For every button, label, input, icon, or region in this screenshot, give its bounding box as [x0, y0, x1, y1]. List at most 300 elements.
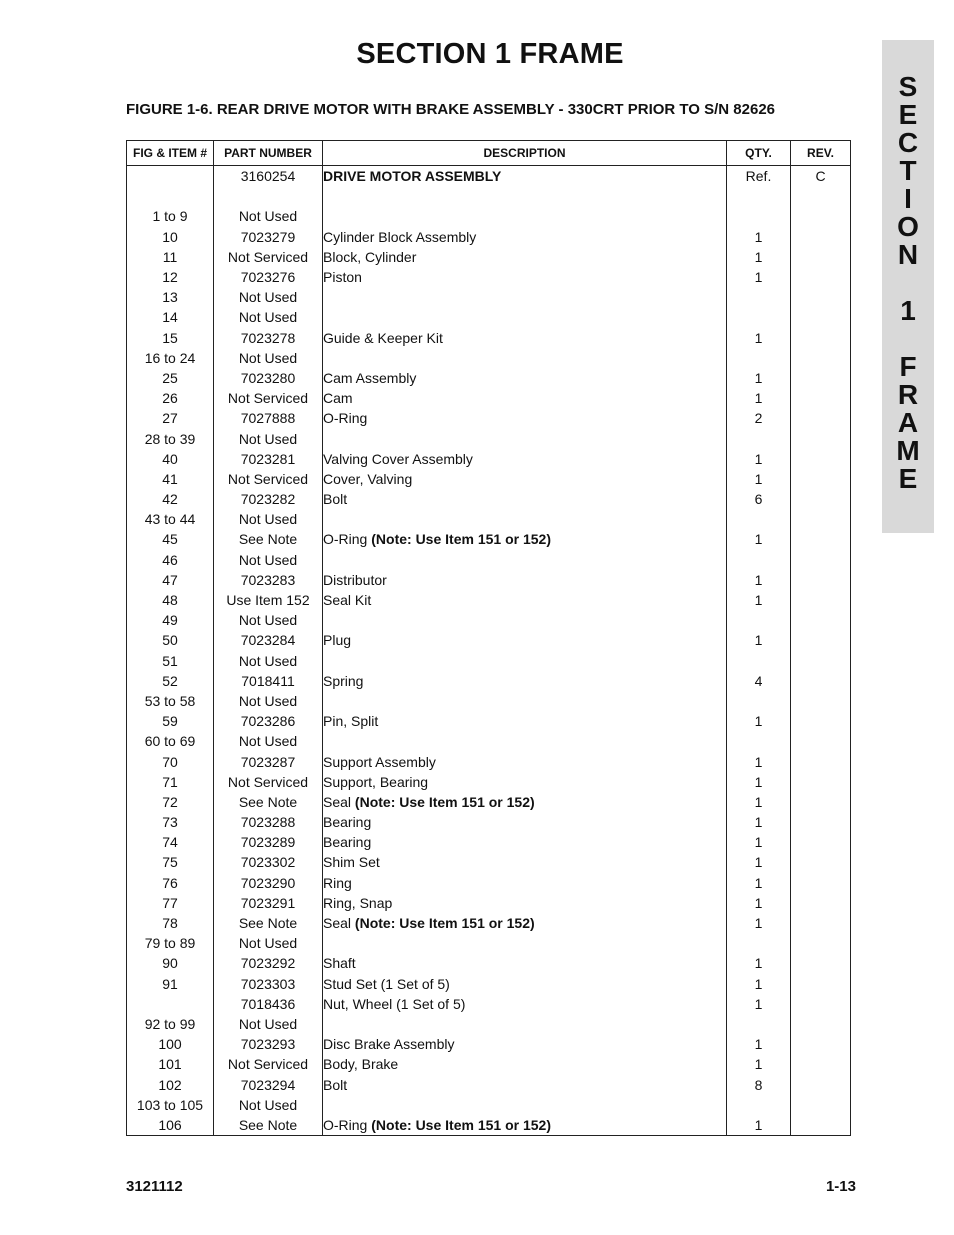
rev-cell: [791, 570, 851, 590]
part-number-cell: Not Used: [214, 348, 323, 368]
fig-item-cell: 10: [127, 227, 214, 247]
rev-cell: [791, 348, 851, 368]
side-tab-letter: I: [904, 183, 912, 214]
side-tab-letter: T: [899, 155, 917, 186]
table-row: [127, 469, 851, 489]
description-cell: [323, 711, 727, 731]
rev-cell: [791, 1034, 851, 1054]
table-row: [127, 1115, 851, 1136]
qty-cell: [727, 1095, 791, 1115]
rev-cell: [791, 408, 851, 428]
fig-item-cell: 74: [127, 832, 214, 852]
fig-item-cell: 50: [127, 630, 214, 650]
qty-cell: 1: [727, 1054, 791, 1074]
part-number-cell: 7023283: [214, 570, 323, 590]
rev-cell: [791, 247, 851, 267]
qty-cell: 1: [727, 469, 791, 489]
description-cell: [323, 570, 727, 590]
qty-cell: 1: [727, 388, 791, 408]
table-row: [127, 792, 851, 812]
fig-item-cell: 90: [127, 953, 214, 973]
rev-cell: [791, 610, 851, 630]
qty-cell: 1: [727, 974, 791, 994]
description-cell: [323, 206, 727, 226]
description-cell: [323, 852, 727, 872]
fig-item-cell: 14: [127, 307, 214, 327]
fig-item-cell: 40: [127, 449, 214, 469]
rev-cell: [791, 267, 851, 287]
rev-cell: [791, 227, 851, 247]
description-text: Block, Cylinder: [323, 248, 417, 265]
fig-item-cell: 71: [127, 772, 214, 792]
rev-cell: [791, 469, 851, 489]
header-part-number: PART NUMBER: [214, 141, 323, 166]
part-number-cell: Use Item 152: [214, 590, 323, 610]
qty-cell: 1: [727, 792, 791, 812]
description-cell: [323, 328, 727, 348]
part-number-cell: Not Used: [214, 933, 323, 953]
fig-item-cell: 52: [127, 671, 214, 691]
description-text: Cover, Valving: [323, 470, 413, 487]
fig-item-cell: 102: [127, 1074, 214, 1094]
part-number-cell: Not Used: [214, 731, 323, 751]
description-text: Shaft: [323, 955, 356, 972]
fig-item-cell: 25: [127, 368, 214, 388]
fig-item-cell: 42: [127, 489, 214, 509]
table-row: [127, 711, 851, 731]
part-number-cell: Not Used: [214, 610, 323, 630]
part-number-cell: See Note: [214, 1115, 323, 1136]
qty-cell: 1: [727, 247, 791, 267]
description-text: Disc Brake Assembly: [323, 1036, 455, 1053]
description-text: Support Assembly: [323, 753, 436, 770]
table-row: [127, 994, 851, 1014]
description-text: Valving Cover Assembly: [323, 450, 473, 467]
description-cell: [323, 651, 727, 671]
description-cell: [323, 731, 727, 751]
rev-cell: [791, 550, 851, 570]
description-text: Bolt: [323, 491, 348, 508]
fig-item-cell: 43 to 44: [127, 509, 214, 529]
description-cell: [323, 408, 727, 428]
description-cell: [323, 832, 727, 852]
document-number: 3121112: [126, 1178, 183, 1195]
fig-item-cell: 48: [127, 590, 214, 610]
description-text: Cylinder Block Assembly: [323, 228, 477, 245]
part-number-cell: 7027888: [214, 408, 323, 428]
rev-cell: [791, 630, 851, 650]
figure-title: FIGURE 1-6. REAR DRIVE MOTOR WITH BRAKE ASSEMBLY - 330CRT PRIOR TO S/N 82626: [126, 101, 776, 118]
description-text: Seal: [323, 793, 352, 810]
description-text: Pin, Split: [323, 713, 379, 730]
part-number-cell: See Note: [214, 792, 323, 812]
part-number-cell: 7023280: [214, 368, 323, 388]
part-number-cell: Not Used: [214, 206, 323, 226]
side-tab-letter: S: [898, 71, 918, 102]
description-note: (Note: Use Item 151 or 152): [354, 793, 535, 810]
description-text: Piston: [323, 269, 362, 286]
table-row: [127, 974, 851, 994]
description-cell: [323, 994, 727, 1014]
qty-cell: [727, 550, 791, 570]
rev-cell: [791, 671, 851, 691]
description-cell: [323, 1095, 727, 1115]
fig-item-cell: 28 to 39: [127, 428, 214, 448]
fig-item-cell: 26: [127, 388, 214, 408]
table-row: [127, 328, 851, 348]
rev-cell: [791, 852, 851, 872]
description-cell: [323, 792, 727, 812]
part-number-cell: Not Serviced: [214, 1054, 323, 1074]
description-note: (Note: Use Item 151 or 152): [371, 1116, 551, 1133]
side-tab-letter: E: [898, 463, 918, 494]
rev-cell: [791, 368, 851, 388]
description-cell: [323, 751, 727, 771]
table-row: [127, 368, 851, 388]
part-number-cell: 7023281: [214, 449, 323, 469]
part-number-cell: 7023292: [214, 953, 323, 973]
part-number-cell: Not Used: [214, 1014, 323, 1034]
description-cell: [323, 893, 727, 913]
table-row: [127, 832, 851, 852]
description-cell: [323, 267, 727, 287]
part-number-cell: 7023282: [214, 489, 323, 509]
fig-item-cell: [127, 994, 214, 1014]
qty-cell: 1: [727, 994, 791, 1014]
part-number-cell: 7023278: [214, 328, 323, 348]
description-cell: [323, 307, 727, 327]
part-number-cell: Not Used: [214, 691, 323, 711]
header-rev: REV.: [791, 141, 851, 166]
header-qty: QTY.: [727, 141, 791, 166]
fig-item-cell: 70: [127, 751, 214, 771]
description-text: O-Ring: [323, 410, 368, 427]
description-text: Bearing: [323, 834, 372, 851]
fig-item-cell: 27: [127, 408, 214, 428]
qty-cell: 1: [727, 630, 791, 650]
table-header-row: [127, 141, 851, 166]
description-cell: [323, 1054, 727, 1074]
qty-cell: 1: [727, 711, 791, 731]
description-cell: [323, 550, 727, 570]
side-tab-letter: E: [898, 99, 918, 130]
part-number-cell: 7018411: [214, 671, 323, 691]
table-row: [127, 408, 851, 428]
rev-cell: [791, 691, 851, 711]
table-row: [127, 227, 851, 247]
description-cell: [323, 247, 727, 267]
part-number-cell: Not Used: [214, 287, 323, 307]
description-cell: [323, 691, 727, 711]
fig-item-cell: 41: [127, 469, 214, 489]
fig-item-cell: 46: [127, 550, 214, 570]
table-row: [127, 509, 851, 529]
qty-cell: 1: [727, 529, 791, 549]
description-cell: [323, 348, 727, 368]
fig-item-cell: 72: [127, 792, 214, 812]
description-cell: [323, 449, 727, 469]
table-row: [127, 1074, 851, 1094]
rev-cell: [791, 1054, 851, 1074]
qty-cell: 1: [727, 772, 791, 792]
table-row: [127, 651, 851, 671]
rev-cell: [791, 751, 851, 771]
rev-cell: [791, 328, 851, 348]
qty-cell: [727, 933, 791, 953]
description-text: Bolt: [323, 1076, 348, 1093]
description-note: (Note: Use Item 151 or 152): [354, 915, 535, 932]
rev-cell: [791, 206, 851, 226]
qty-cell: 8: [727, 1074, 791, 1094]
side-tab-letter: F: [899, 351, 917, 382]
part-number-cell: 7023303: [214, 974, 323, 994]
rev-cell: [791, 711, 851, 731]
qty-cell: 1: [727, 953, 791, 973]
description-text: Stud Set (1 Set of 5): [323, 975, 450, 992]
fig-item-cell: 101: [127, 1054, 214, 1074]
description-cell: [323, 469, 727, 489]
parts-table-body: [127, 166, 851, 1136]
fig-item-cell: 59: [127, 711, 214, 731]
rev-cell: [791, 449, 851, 469]
table-row: [127, 1095, 851, 1115]
part-number-cell: 7023287: [214, 751, 323, 771]
table-row: [127, 852, 851, 872]
fig-item-cell: 1 to 9: [127, 206, 214, 226]
description-cell: [323, 227, 727, 247]
description-cell: [323, 509, 727, 529]
description-cell: [323, 812, 727, 832]
qty-cell: 1: [727, 913, 791, 933]
part-number-cell: 7023288: [214, 812, 323, 832]
description-cell: [323, 287, 727, 307]
part-number-cell: 7023279: [214, 227, 323, 247]
description-cell: [323, 529, 727, 549]
qty-cell: [727, 651, 791, 671]
qty-cell: 1: [727, 449, 791, 469]
rev-cell: [791, 772, 851, 792]
part-number-cell: Not Used: [214, 550, 323, 570]
rev-cell: C: [791, 166, 851, 187]
rev-cell: [791, 590, 851, 610]
fig-item-cell: 60 to 69: [127, 731, 214, 751]
fig-item-cell: 47: [127, 570, 214, 590]
description-cell: [323, 590, 727, 610]
description-cell: [323, 933, 727, 953]
fig-item-cell: [127, 166, 214, 187]
table-row: [127, 1014, 851, 1034]
fig-item-cell: 49: [127, 610, 214, 630]
qty-cell: 1: [727, 852, 791, 872]
fig-item-cell: [127, 186, 214, 206]
table-row: [127, 630, 851, 650]
description-text: Shim Set: [323, 854, 380, 871]
qty-cell: Ref.: [727, 166, 791, 187]
rev-cell: [791, 832, 851, 852]
table-row: [127, 489, 851, 509]
table-row: [127, 751, 851, 771]
part-number-cell: 7023294: [214, 1074, 323, 1094]
qty-cell: 1: [727, 267, 791, 287]
rev-cell: [791, 974, 851, 994]
description-text: Spring: [323, 672, 364, 689]
part-number-cell: Not Used: [214, 651, 323, 671]
fig-item-cell: 103 to 105: [127, 1095, 214, 1115]
table-row: [127, 166, 851, 187]
description-cell: [323, 873, 727, 893]
qty-cell: 1: [727, 812, 791, 832]
description-text: O-Ring: [323, 531, 368, 548]
qty-cell: [727, 206, 791, 226]
table-row: [127, 529, 851, 549]
description-cell: [323, 186, 727, 206]
table-row: [127, 873, 851, 893]
qty-cell: 1: [727, 1115, 791, 1136]
rev-cell: [791, 307, 851, 327]
rev-cell: [791, 792, 851, 812]
description-text: Plug: [323, 632, 352, 649]
qty-cell: 2: [727, 408, 791, 428]
rev-cell: [791, 1074, 851, 1094]
description-cell: [323, 1014, 727, 1034]
rev-cell: [791, 1014, 851, 1034]
table-row: [127, 610, 851, 630]
qty-cell: 1: [727, 893, 791, 913]
description-cell: [323, 630, 727, 650]
side-tab-letter: N: [897, 239, 919, 270]
table-row: [127, 570, 851, 590]
rev-cell: [791, 893, 851, 913]
fig-item-cell: 11: [127, 247, 214, 267]
qty-cell: 1: [727, 570, 791, 590]
side-tab-letter: C: [897, 127, 919, 158]
table-row: [127, 772, 851, 792]
description-text: Ring: [323, 874, 352, 891]
description-cell: [323, 974, 727, 994]
part-number-cell: 7023284: [214, 630, 323, 650]
rev-cell: [791, 1095, 851, 1115]
description-text: Nut, Wheel (1 Set of 5): [323, 995, 466, 1012]
page-number: 1-13: [825, 1178, 856, 1195]
qty-cell: 1: [727, 1034, 791, 1054]
part-number-cell: Not Serviced: [214, 469, 323, 489]
header-fig-item: FIG & ITEM #: [127, 141, 214, 166]
description-text: Body, Brake: [323, 1056, 399, 1073]
description-cell: [323, 368, 727, 388]
description-cell: [323, 489, 727, 509]
side-tab-letter: M: [896, 435, 920, 466]
rev-cell: [791, 509, 851, 529]
fig-item-cell: 53 to 58: [127, 691, 214, 711]
table-row: [127, 953, 851, 973]
description-cell: [323, 913, 727, 933]
table-row: [127, 671, 851, 691]
part-number-cell: Not Used: [214, 509, 323, 529]
part-number-cell: See Note: [214, 529, 323, 549]
qty-cell: [727, 307, 791, 327]
table-row: [127, 812, 851, 832]
qty-cell: [727, 428, 791, 448]
qty-cell: 1: [727, 368, 791, 388]
description-cell: [323, 671, 727, 691]
fig-item-cell: 45: [127, 529, 214, 549]
part-number-cell: Not Serviced: [214, 388, 323, 408]
description-cell: [323, 1034, 727, 1054]
rev-cell: [791, 933, 851, 953]
table-row: [127, 247, 851, 267]
qty-cell: 1: [727, 328, 791, 348]
description-cell: [323, 772, 727, 792]
qty-cell: 1: [727, 227, 791, 247]
fig-item-cell: 78: [127, 913, 214, 933]
rev-cell: [791, 489, 851, 509]
description-text: Seal Kit: [323, 592, 372, 609]
description-cell: [323, 953, 727, 973]
fig-item-cell: 100: [127, 1034, 214, 1054]
table-row: [127, 893, 851, 913]
part-number-cell: 3160254: [214, 166, 323, 187]
part-number-cell: Not Serviced: [214, 247, 323, 267]
qty-cell: [727, 610, 791, 630]
description-text: O-Ring: [323, 1116, 368, 1133]
rev-cell: [791, 812, 851, 832]
qty-cell: 1: [727, 873, 791, 893]
qty-cell: [727, 731, 791, 751]
part-number-cell: 7023286: [214, 711, 323, 731]
fig-item-cell: 92 to 99: [127, 1014, 214, 1034]
side-tab-letter: O: [897, 211, 919, 242]
rev-cell: [791, 529, 851, 549]
side-tab-letter: A: [897, 407, 919, 438]
table-row: [127, 287, 851, 307]
fig-item-cell: 12: [127, 267, 214, 287]
part-number-cell: 7023293: [214, 1034, 323, 1054]
qty-cell: [727, 691, 791, 711]
rev-cell: [791, 913, 851, 933]
rev-cell: [791, 1115, 851, 1136]
part-number-cell: 7023276: [214, 267, 323, 287]
description-text: Support, Bearing: [323, 773, 429, 790]
part-number-cell: 7023302: [214, 852, 323, 872]
description-cell: [323, 166, 727, 187]
rev-cell: [791, 953, 851, 973]
description-cell: [323, 1074, 727, 1094]
side-tab-letter: 1: [900, 295, 916, 326]
description-text: Distributor: [323, 571, 387, 588]
rev-cell: [791, 388, 851, 408]
table-row: [127, 691, 851, 711]
rev-cell: [791, 287, 851, 307]
part-number-cell: 7023291: [214, 893, 323, 913]
rev-cell: [791, 731, 851, 751]
qty-cell: 1: [727, 590, 791, 610]
part-number-cell: [214, 186, 323, 206]
fig-item-cell: 13: [127, 287, 214, 307]
section-title: SECTION 1 FRAME: [356, 38, 624, 70]
rev-cell: [791, 651, 851, 671]
qty-cell: [727, 1014, 791, 1034]
fig-item-cell: 77: [127, 893, 214, 913]
part-number-cell: Not Used: [214, 428, 323, 448]
section-side-tab: [882, 40, 934, 533]
table-row: [127, 1054, 851, 1074]
table-row: [127, 590, 851, 610]
part-number-cell: 7023289: [214, 832, 323, 852]
table-row: [127, 388, 851, 408]
rev-cell: [791, 994, 851, 1014]
table-row: [127, 731, 851, 751]
description-cell: [323, 388, 727, 408]
